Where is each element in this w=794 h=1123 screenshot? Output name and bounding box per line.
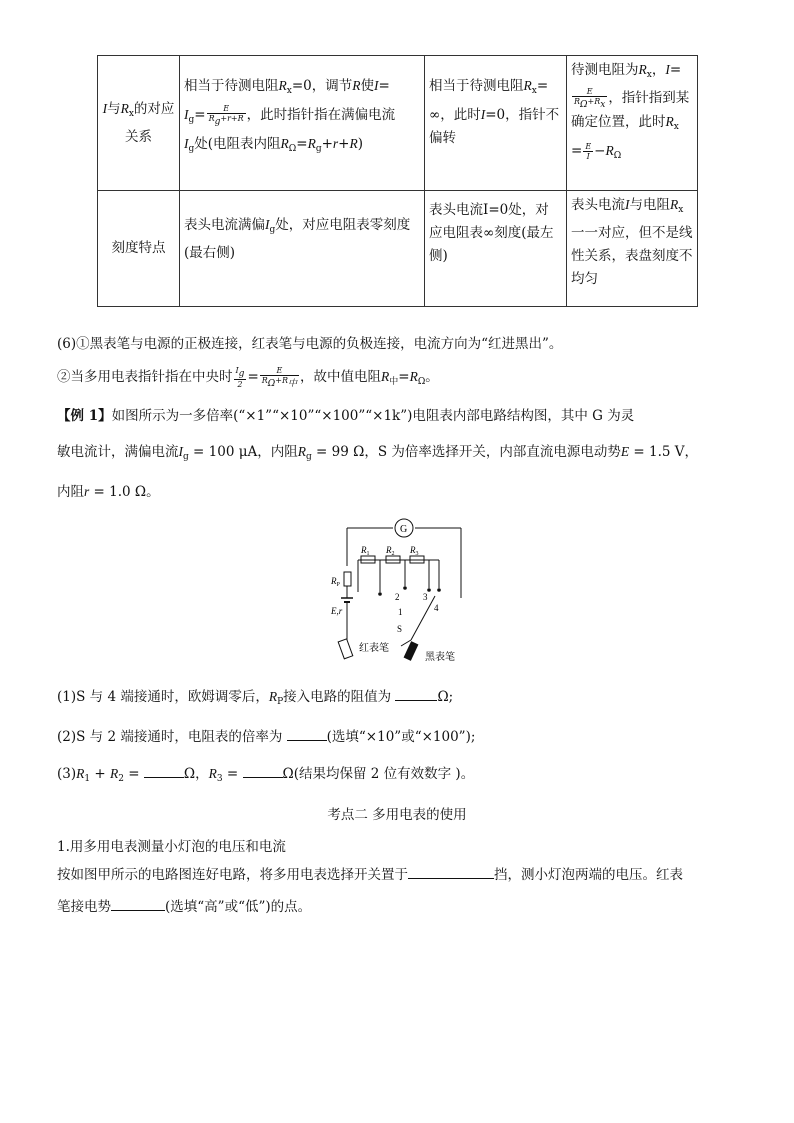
switch-s-label: S	[397, 624, 403, 634]
cell-nonlinear-scale: 表头电流I与电阻$R_x$一一对应，但不是线性关系，表盘刻度不均匀	[567, 191, 698, 307]
red-probe-icon	[338, 639, 353, 659]
cell-zero-resistance: 相当于待测电阻$R_x=0$，调节R使I= $I_g=$ $\frac{E}{R_g+r+R}$ ，此时指针指在满偏电流 $I_g$处(电阻表内阻$R_\Omega=R_g+r+R$)	[180, 56, 425, 191]
red-probe-label: 红表笔	[359, 643, 389, 654]
ohmmeter-circuit-diagram	[325, 514, 475, 664]
cell-infinite-scale: 表头电流I=0处，对应电阻表∞刻度(最左侧)	[425, 191, 567, 307]
cell-general-resistance: 待测电阻为$R_x$，I= $\frac{E}{R_\Omega+R_x}$ ，指针指到某确定位置，此时$R_x$ = $\frac{E}{I}$ $-R_\Omega$	[567, 56, 698, 191]
terminal-1: 1	[398, 607, 403, 617]
r2-label: $R_2$	[386, 545, 395, 557]
instruction-line-1: 按如图甲所示的电路图连好电路，将多用电表选择开关置于 挡，测小灯泡两端的电压。红表	[57, 864, 683, 886]
cell-zero-scale: 表头电流满偏$I_g$处，对应电阻表零刻度(最右侧)	[180, 191, 425, 307]
example-line-2: 敏电流计，满偏电流$I_g = 100$ μA，内阻$R_g = 99$ Ω，S 为倍率选择开关，内部直流电源电动势E = 1.5 V，	[57, 444, 699, 462]
r1-label: $R_1$	[361, 545, 370, 557]
galvanometer-label: G	[400, 524, 408, 535]
paragraph-mid-resistance: ②当多用电表指针指在中央时 $\frac{I_g}{2}$ = $\frac{E}{R_\Omega+R_中}$ ，故中值电阻$R_中=R_\Omega$。	[57, 366, 439, 389]
ohmmeter-comparison-table	[97, 55, 698, 307]
terminal-3: 3	[423, 592, 428, 602]
answer-blank[interactable]	[408, 864, 494, 879]
answer-blank[interactable]	[287, 726, 327, 741]
subsection-title: 1.用多用电表测量小灯泡的电压和电流	[57, 839, 286, 855]
question-3: $(3)R_1 + R_2 = \Omega$，$R_3 = \Omega$(结果均保留 2 位有效数字 )。	[57, 763, 474, 790]
answer-blank[interactable]	[144, 763, 184, 778]
row-header-scale: 刻度特点	[98, 191, 180, 307]
r3-label: $R_3$	[410, 545, 419, 557]
table-row	[98, 56, 698, 191]
er-label: E,r	[331, 606, 343, 616]
terminal-4: 4	[434, 603, 439, 613]
example-label: 【例 1】	[57, 408, 112, 424]
terminal-2: 2	[395, 592, 400, 602]
example-line-1: 【例 1】如图所示为一多倍率(“×1”“×10”“×100”“×1k”)电阻表内部电路结构图，其中 G 为灵	[57, 408, 635, 424]
table-row	[98, 191, 698, 307]
fraction: $\frac{E}{R_g+r+R}$	[208, 104, 244, 127]
answer-blank[interactable]	[111, 896, 165, 911]
row-header-relation: I与$R_x$的对应关系	[98, 56, 180, 191]
fraction: $\frac{E}{I}$	[585, 142, 592, 161]
question-2: (2)S 与 2 端接通时，电阻表的倍率为 (选填“×10”或“×100”);	[57, 726, 475, 748]
question-1: (1)S 与 4 端接通时，欧姆调零后，$R_P$接入电路的阻值为 Ω;	[57, 686, 453, 713]
black-probe-icon	[404, 641, 419, 661]
answer-blank[interactable]	[395, 686, 437, 701]
black-probe-label: 黑表笔	[425, 652, 455, 663]
rp-label: $R_P$	[331, 576, 340, 588]
section-title: 考点二 多用电表的使用	[327, 807, 467, 823]
instruction-line-2: 笔接电势 (选填“高”或“低”)的点。	[57, 896, 311, 918]
example-line-3: 内阻r = 1.0 Ω。	[57, 484, 160, 500]
answer-blank[interactable]	[243, 763, 283, 778]
paragraph-black-red-probes: (6)①黑表笔与电源的正极连接，红表笔与电源的负极连接，电流方向为“红进黑出”。	[57, 336, 563, 352]
fraction: $\frac{E}{R_\Omega+R_x}$	[574, 87, 606, 110]
cell-infinite-resistance: 相当于待测电阻$R_x=$ ∞，此时I=0，指针不偏转	[425, 56, 567, 191]
